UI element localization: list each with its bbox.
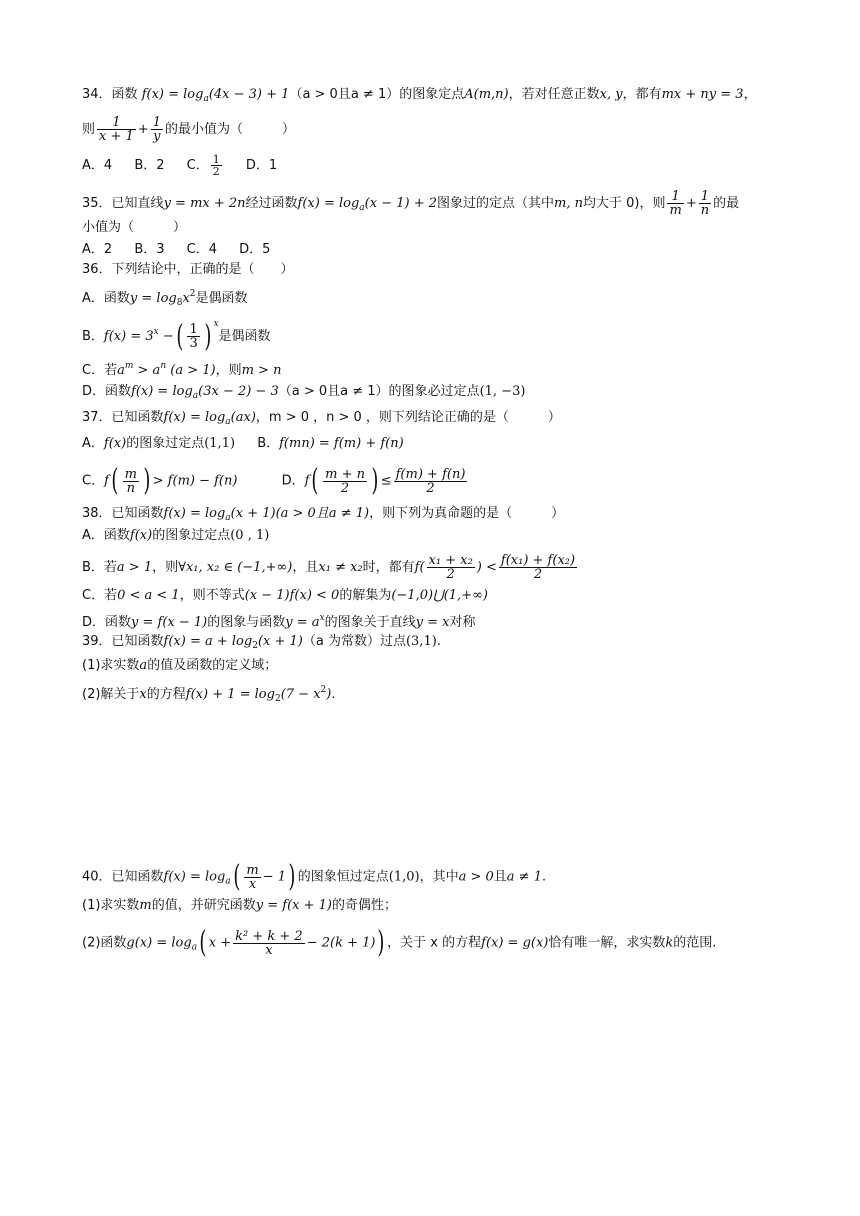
q36-c-result: m > n: [241, 363, 282, 378]
q40-mid3: 且: [493, 869, 507, 885]
q35-option-c: C．4: [186, 242, 218, 257]
q39-p2-eq: f(x) + 1 = log: [185, 687, 275, 702]
q34-function: f(x) = log: [141, 87, 204, 102]
q38-b-neq: x₁ ≠ x₂: [318, 560, 363, 575]
q38-b-mid3: 时，都有: [362, 560, 415, 575]
q37-d-rfraction: [394, 468, 468, 495]
q37-a-post: 的图象过定点: [126, 436, 205, 451]
q37-arg: (ax): [230, 410, 256, 425]
q39-end: .: [436, 634, 441, 649]
q40-cond2: a ≠ 1: [506, 869, 542, 885]
q37-a-point: (1,1): [204, 436, 236, 451]
q40-p2-num: k² + k + 2: [235, 928, 303, 944]
q36-b-minus: −: [158, 329, 174, 344]
q39-cond: （a 为常数）过点: [302, 634, 406, 649]
q39-p1-post: 的值及函数的定义域；: [147, 658, 278, 673]
q34-option-b: B．2: [134, 158, 165, 173]
q34-option-c-fraction: [211, 154, 222, 177]
q38-d-exp: x: [319, 613, 325, 623]
q37-c-rest: > f(m) − f(n): [152, 473, 238, 489]
q34-options: [82, 154, 277, 177]
q40-text: 40．已知函数: [82, 869, 164, 885]
q36-a-exp: 2: [189, 289, 196, 299]
q34-option-c: C．: [186, 158, 209, 173]
q37-a-label: A．: [82, 436, 104, 451]
q34-optc-num: 1: [212, 153, 220, 166]
q35-number: 35．: [82, 196, 112, 211]
q36-d-post: 的图象必过定点: [388, 384, 480, 399]
q35-arg: (x − 1) + 2: [364, 196, 438, 211]
q34-fraction-1: [97, 116, 136, 143]
q35-vars: m, n: [554, 196, 583, 211]
q38-c-mid2: 的解集为: [339, 588, 392, 603]
q38-c-ineq: (x − 1)f(x) < 0: [244, 588, 340, 603]
q36-b-den: 3: [189, 336, 198, 351]
q38-b-set: ∀x₁, x₂ ∈ (−1,+∞): [178, 560, 293, 575]
q40-p1-f: y = f(x + 1): [255, 898, 332, 913]
q36-b-exp: x: [153, 327, 159, 337]
q34-f2-num: 1: [152, 115, 161, 130]
q40-minus: − 1: [262, 869, 287, 885]
q38-b-mid: ，则: [152, 560, 179, 575]
q36-d-math: f(x) = log: [131, 384, 193, 399]
q36-title: 36．下列结论中，正确的是（ ）: [82, 262, 294, 277]
q36-d-point: (1, −3): [479, 384, 526, 399]
q35-ask: 的最: [713, 196, 740, 211]
q40-base: a: [225, 876, 231, 887]
q35-option-b: B．3: [134, 242, 165, 257]
q38-option-d: [82, 608, 475, 633]
q35-stem-2: [82, 218, 186, 238]
q37-c-fraction: [123, 468, 139, 495]
q40-p2-fraction: [233, 930, 305, 957]
q36-stem: [82, 260, 294, 280]
q40-p2-base: a: [191, 942, 198, 953]
q38-b-fraction: [427, 554, 475, 581]
q34-ask: 的最小值为（ ）: [164, 122, 295, 137]
q37-d-num: m + n: [325, 466, 365, 482]
q38-c-mid: ，则不等式: [179, 588, 245, 603]
q34-then: 则: [82, 122, 96, 137]
q37-options-ab: [82, 434, 404, 454]
q34-fraction-2: [151, 116, 163, 143]
q40-mid: 的图象恒过定点: [297, 869, 389, 885]
q37-function: f(x) = log: [163, 410, 226, 425]
q34-end: ，: [743, 87, 757, 102]
q36-a-arg: x: [182, 291, 190, 306]
q40-stem: 40．已知函数$f(x) = \log_a$( $\frac{m}{x}$ − 1) 的图象恒过定点(1,0)，其中a > 0且a ≠ 1.: [82, 859, 547, 894]
q37-d-rnum: f(m) + f(n): [395, 466, 466, 482]
q40-mid2: ，其中: [419, 869, 459, 885]
q36-d-cond: （a > 0且a ≠ 1）: [278, 384, 389, 399]
q39-part-2: [82, 680, 336, 709]
q34-plus: +: [137, 122, 149, 137]
q40-den: x: [248, 876, 257, 892]
q35-fraction-1: [667, 190, 683, 217]
q38-d-mid2: 的图象关于直线: [324, 615, 416, 630]
q36-c-gt: > a: [133, 363, 161, 378]
q38-b-num: x₁ + x₂: [428, 553, 473, 568]
q38-c-set: (−1,0)⋃(1,+∞): [391, 588, 488, 603]
q40-p2-mid: ，关于 x 的方程: [387, 935, 482, 951]
q38-b-rfraction: [499, 554, 577, 581]
q35-text2: 经过函数: [245, 196, 298, 211]
q40-point: (1,0): [388, 869, 420, 885]
q40-p1-pre: (1)求实数: [82, 898, 140, 913]
q39-p2-close: ).: [326, 687, 336, 702]
q39-p2-arg: (7 − x: [280, 687, 321, 702]
q37-d-fraction: [323, 468, 367, 495]
q37-c-num: m: [124, 466, 137, 482]
q38-arg: (x + 1)(a > 0: [230, 506, 316, 521]
q36-a-label: A．函数: [82, 291, 130, 306]
q40-cond: a > 0: [458, 869, 494, 885]
q40-p2-mid2: 恰有唯一解，求实数: [548, 935, 666, 951]
q39-p2-base: 2: [274, 694, 281, 704]
q39-stem: [82, 632, 441, 656]
q37-d-den: 2: [340, 480, 350, 496]
q40-p2-pre: (2)函数: [82, 935, 127, 951]
q37-c-label: C．: [82, 473, 105, 489]
q38-a-point: (0 , 1): [230, 528, 270, 543]
q36-c-a: a: [117, 363, 125, 378]
q35-function: f(x) = log: [297, 196, 360, 211]
q37-c-den: n: [126, 480, 135, 496]
q39-p2-x: x: [139, 687, 147, 702]
q34-optc-den: 2: [212, 165, 220, 178]
q34-arg: (4x − 3) + 1: [208, 87, 290, 102]
q38-d-mid: 的图象与函数: [207, 615, 286, 630]
q38-a-math: f(x): [129, 528, 153, 543]
q38-b-lt: ) <: [476, 560, 497, 575]
q38-a-label: A．函数: [82, 528, 130, 543]
q40-end: .: [541, 869, 547, 885]
q38-d-f1: y = f(x − 1): [131, 615, 208, 630]
q34-condition: （a > 0且a ≠ 1）: [289, 87, 400, 102]
q39-arg: (x + 1): [257, 634, 303, 649]
q37-d-le: ≤: [380, 473, 392, 489]
q40-fraction: [244, 864, 260, 891]
q36-c-m: m: [124, 361, 134, 371]
q37-d-f: f: [304, 473, 310, 489]
q35-fraction-2: [699, 190, 711, 217]
q35-f1-den: m: [669, 203, 682, 218]
q35-text4: 均大于 0)，则: [583, 196, 666, 211]
q36-b-exp2: x: [213, 319, 219, 329]
q36-d-arg: (3x − 2) − 3: [198, 384, 279, 399]
q36-b-post: 是偶函数: [218, 329, 271, 344]
q39-text: 39．已知函数: [82, 634, 164, 649]
q34-stem: [82, 85, 757, 109]
q38-d-f2: y = a: [285, 615, 320, 630]
q34-option-a: A．4: [82, 158, 113, 173]
q38-d-line: y = x: [415, 615, 450, 630]
q38-option-a: [82, 526, 269, 546]
q38-d-label: D．函数: [82, 615, 132, 630]
q40-p1-m: m: [139, 898, 152, 913]
q35-text: 已知直线: [111, 196, 164, 211]
q38-b-cond: a > 1: [116, 560, 153, 575]
q37-cond: ，m > 0 ，n > 0 ，则下列结论正确的是（ ）: [255, 410, 561, 425]
q34-f1-den: x + 1: [99, 129, 134, 144]
q40-p2-eq: f(x) = g(x): [481, 935, 549, 951]
q40-p2-x: x +: [208, 935, 232, 951]
q35-f2-den: n: [700, 203, 710, 218]
q40-part-1: [82, 896, 397, 916]
q38-c-cond: 0 < a < 1: [117, 588, 180, 603]
q34-base: a: [203, 94, 209, 104]
q38-text: 38．已知函数: [82, 506, 164, 521]
q37-b-math: f(mn) = f(m) + f(n): [279, 436, 404, 451]
q36-b-label: B．: [82, 329, 104, 344]
q34-f1-num: 1: [97, 116, 136, 130]
q36-b-math: f(x) = 3: [103, 329, 154, 344]
q38-a-post: 的图象过定点: [152, 528, 231, 543]
q34-text: 函数: [111, 87, 138, 102]
q36-a-base: 8: [176, 298, 183, 308]
q39-p1-pre: (1)求实数: [82, 658, 140, 673]
q34-f2-den: y: [153, 129, 161, 144]
q35-base: a: [359, 203, 365, 213]
q39-p2-pre: (2)解关于: [82, 687, 140, 702]
q38-b-f: f(: [414, 560, 425, 575]
q34-text3: ，若对任意正数: [508, 87, 600, 102]
q39-p2-exp: 2: [320, 685, 327, 695]
q36-option-a: [82, 284, 248, 313]
q37-options-cd: C．f( $\frac{m}{n}$ ) > f(m) − f(n) D．f( $\frac{m + n}{2}$ ) ≤ $\frac{f(m) + f(n)}{2}$: [82, 463, 466, 498]
q37-a-math: f(x): [103, 436, 127, 451]
q36-b-fraction: [187, 323, 199, 350]
q37-d-rden: 2: [426, 480, 435, 496]
q34-point: A(m,n): [464, 87, 509, 102]
q37-stem: [82, 408, 561, 432]
q38-stem: [82, 504, 564, 528]
q39-base: 2: [252, 641, 258, 651]
q36-a-math: y = log: [129, 291, 177, 306]
q38-option-c: [82, 586, 488, 606]
q40-p2-rest: − 2(k + 1): [306, 935, 376, 951]
q36-c-cond: (a > 1): [166, 363, 216, 378]
q36-b-num: 1: [189, 322, 198, 337]
q35-options: [82, 240, 270, 260]
q38-option-b: [82, 554, 579, 581]
q37-text: 37．已知函数: [82, 410, 164, 425]
q38-b-rden: 2: [533, 567, 543, 582]
q35-option-d: D．5: [239, 242, 271, 257]
q36-option-b: B．$f(x) = 3^x$ −( $\frac{1}{3}$ ) $^x$是偶函数: [82, 318, 271, 354]
q38-b-rnum: f(x₁) + f(x₂): [500, 553, 576, 568]
q34-equation: mx + ny = 3: [661, 87, 744, 102]
q34-option-d: D．1: [245, 158, 278, 173]
q40-p2-g: g(x) = log: [126, 935, 192, 951]
q40-num: m: [246, 862, 259, 878]
q34-question: [82, 116, 295, 143]
q36-d-base: a: [192, 391, 199, 401]
q40-p1-mid: 的值，并研究函数: [151, 898, 256, 913]
q39-part-1: [82, 656, 277, 676]
q36-c-n: n: [160, 361, 167, 371]
q39-p1-a: a: [139, 658, 148, 673]
q37-b-label: B．: [257, 436, 280, 451]
q40-p2-k: k: [665, 935, 674, 951]
q38-base: a: [225, 513, 231, 523]
q37-c-f: f: [104, 473, 109, 489]
q38-post: ，则下列为真命题的是（ ）: [369, 506, 565, 521]
q35-line: y = mx + 2n: [163, 196, 246, 211]
q38-b-label: B．若: [82, 560, 117, 575]
q35-ask2: 小值为（ ）: [82, 220, 187, 235]
q34-text2: 的图象定点: [399, 87, 465, 102]
q35-f1-num: 1: [667, 190, 683, 204]
q35-stem: [82, 190, 739, 218]
q35-plus: +: [685, 196, 697, 211]
q38-c-label: C．若: [82, 588, 118, 603]
q39-function: f(x) = a + log: [163, 634, 253, 649]
q34-vars: x, y: [599, 87, 623, 102]
q37-d-label: D．: [281, 473, 305, 489]
q38-function: f(x) = log: [163, 506, 226, 521]
q38-cond: 且a ≠ 1): [315, 506, 370, 521]
q40-p2-den: x: [265, 942, 273, 958]
q34-number: 34．: [82, 87, 112, 102]
q40-p1-post: 的奇偶性；: [331, 898, 397, 913]
q34-text4: ，都有: [622, 87, 662, 102]
q40-function: f(x) = log: [163, 869, 226, 885]
q35-text3: 图象过的定点（其中: [437, 196, 555, 211]
q37-base: a: [225, 417, 231, 427]
q36-option-c: [82, 356, 281, 381]
q38-b-mid2: ，且: [292, 560, 319, 575]
q40-part-2: (2)函数$g(x) = \log_a$( x + $\frac{\text{k² + k + 2}}{x}$ − 2(k + 1)) ，关于 x 的方程f(x) = g(x)恰有唯一解，求实数k的范围.: [82, 925, 717, 960]
q39-p2-mid: 的方程: [146, 687, 186, 702]
q36-d-label: D．函数: [82, 384, 132, 399]
q36-a-post: 是偶函数: [195, 291, 248, 306]
q38-b-den: 2: [446, 567, 455, 582]
q40-p2-post: 的范围.: [673, 935, 717, 951]
q35-f2-num: 1: [699, 190, 711, 204]
q35-option-a: A．2: [82, 242, 113, 257]
q36-option-d: [82, 382, 525, 406]
q36-c-label: C．若: [82, 363, 118, 378]
q38-d-post: 对称: [449, 615, 476, 630]
q36-c-mid: ，则: [215, 363, 242, 378]
q39-point: (3,1): [405, 634, 437, 649]
